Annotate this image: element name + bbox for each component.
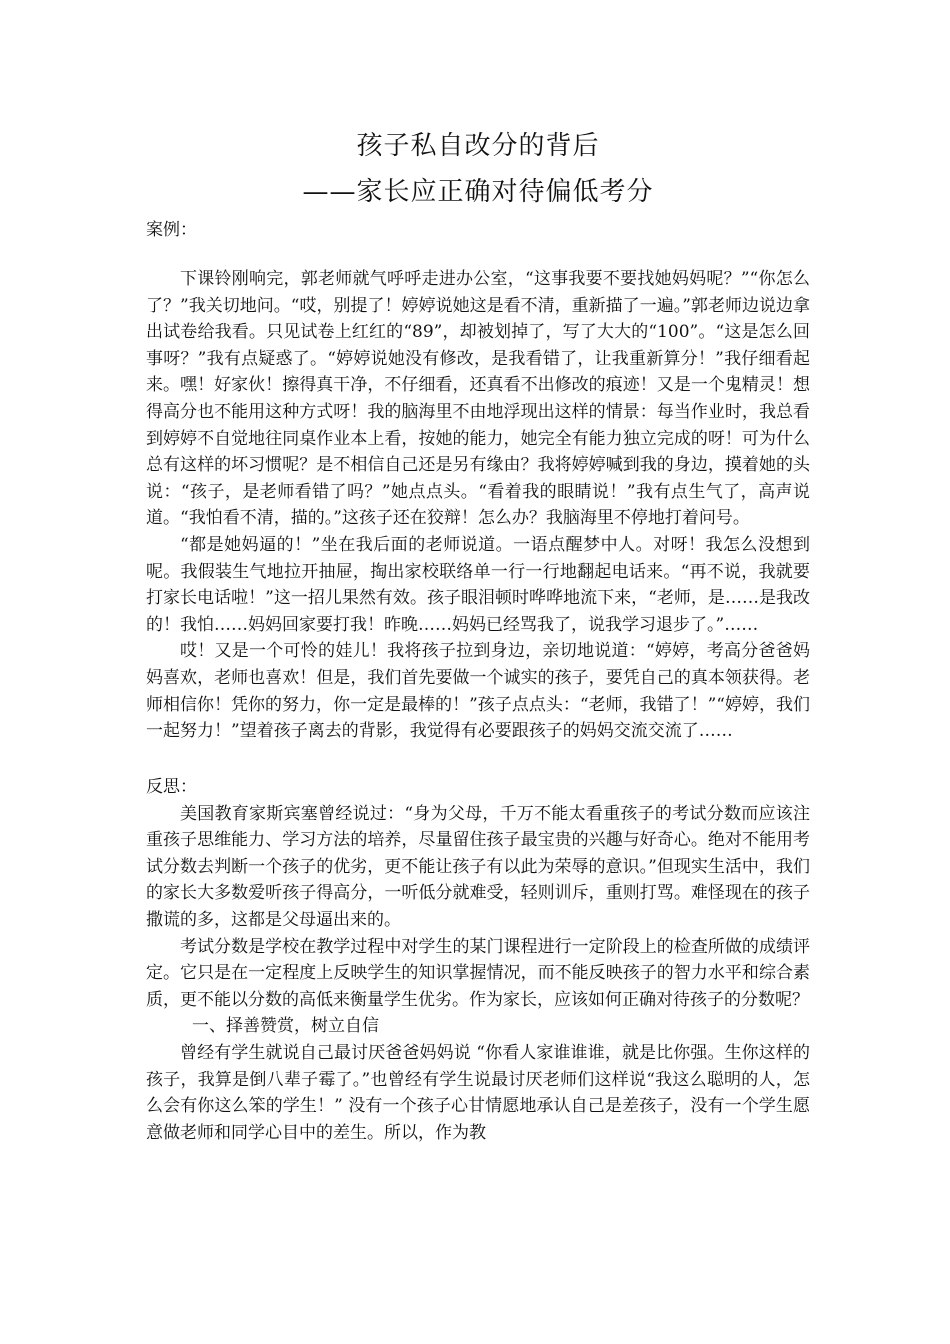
case-paragraph-1: 下课铃刚响完，郭老师就气呼呼走进办公室，“这事我要不要找她妈妈呢？”“你怎么了？”我关切地问。“哎，别提了！婷婷说她这是看不清，重新描了一遍。”郭老师边说边拿出试卷给我看。只见试卷上红红的“89”，却被划掉了，写了大大的“100”。“这是怎么回事呀？”我有点疑惑了。“婷婷说她没有修改，是我看错了，让我重新算分！”我仔细看起来。嘿！好家伙！擦得真干净，不仔细看，还真看不出修改的痕迹！又是一个鬼精灵！想得高分也不能用这种方式呀！我的脑海里不由地浮现出这样的情景：每当作业时，我总看到婷婷不自觉地往同桌作业本上看，按她的能力，她完全有能力独立完成的呀！可为什么总有这样的坏习惯呢？是不相信自己还是另有缘由？我将婷婷喊到我的身边，摸着她的头说：“孩子，是老师看错了吗？”她点点头。“看着我的眼睛说！”我有点生气了，高声说道。“我怕看不清，描的。”这孩子还在狡辩！怎么办？我脑海里不停地打着问号。 <box>146 269 810 529</box>
case-paragraph-3: 哎！又是一个可怜的娃儿！我将孩子拉到身边，亲切地说道：“婷婷，考高分爸爸妈妈喜欢，老师也喜欢！但是，我们首先要做一个诚实的孩子，要凭自己的真本领获得。老师相信你！凭你的努力，你一定是最棒的！”孩子点点头：“老师，我错了！”“婷婷，我们一起努力！”望着孩子离去的背影，我觉得有必要跟孩子的妈妈交流交流了…… <box>146 641 810 742</box>
spacer <box>146 745 810 773</box>
section-heading: 一、择善赞赏，树立自信 <box>192 1016 379 1037</box>
document-page <box>146 128 810 1146</box>
reflection-label: 反思： <box>146 776 197 797</box>
spacer <box>146 244 810 266</box>
reflection-paragraph-1: 美国教育家斯宾塞曾经说过：“身为父母，千万不能太看重孩子的考试分数而应该注重孩子思维能力、学习方法的培养，尽量留住孩子最宝贵的兴趣与好奇心。绝对不能用考试分数去判断一个孩子的优劣，更不能让孩子有以此为荣辱的意识。”但现实生活中，我们的家长大多数爱听孩子得高分，一听低分就难受，轻则训斥，重则打骂。难怪现在的孩子撒谎的多，这都是父母逼出来的。 <box>146 803 810 931</box>
reflection-paragraph-2: 考试分数是学校在教学过程中对学生的某门课程进行一定阶段上的检查所做的成绩评定。它只是在一定程度上反映学生的知识掌握情况，而不能反映孩子的智力水平和综合素质，更不能以分数的高低来衡量学生优劣。作为家长，应该如何正确对待孩子的分数呢？ <box>146 936 810 1010</box>
case-label: 案例： <box>146 220 197 240</box>
document-title: 孩子私自改分的背后 <box>356 131 600 161</box>
final-paragraph: 曾经有学生就说自己最讨厌爸爸妈妈说 “你看人家谁谁谁，就是比你强。生你这样的孩子，我算是倒八辈子霉了。”也曾经有学生说最讨厌老师们这样说“我这么聪明的人，怎么会有你这么笨的学生！” 没有一个孩子心甘情愿地承认自己是差孩子，没有一个学生愿意做老师和同学心目中的差生。所以，作为教 <box>146 1043 810 1143</box>
case-paragraph-2: “都是她妈逼的！”坐在我后面的老师说道。一语点醒梦中人。对呀！我怎么没想到呢。我假装生气地拉开抽屉，掏出家校联络单一行一行地翻起电话来。“再不说，我就要打家长电话啦！”这一招儿果然有效。孩子眼泪顿时哗哗地流下来，“老师，是……是我改的！我怕……妈妈回家要打我！昨晚……妈妈已经骂我了，说我学习退步了。”…… <box>146 534 810 635</box>
document-subtitle: ——家长应正确对待偏低考分 <box>302 177 654 207</box>
